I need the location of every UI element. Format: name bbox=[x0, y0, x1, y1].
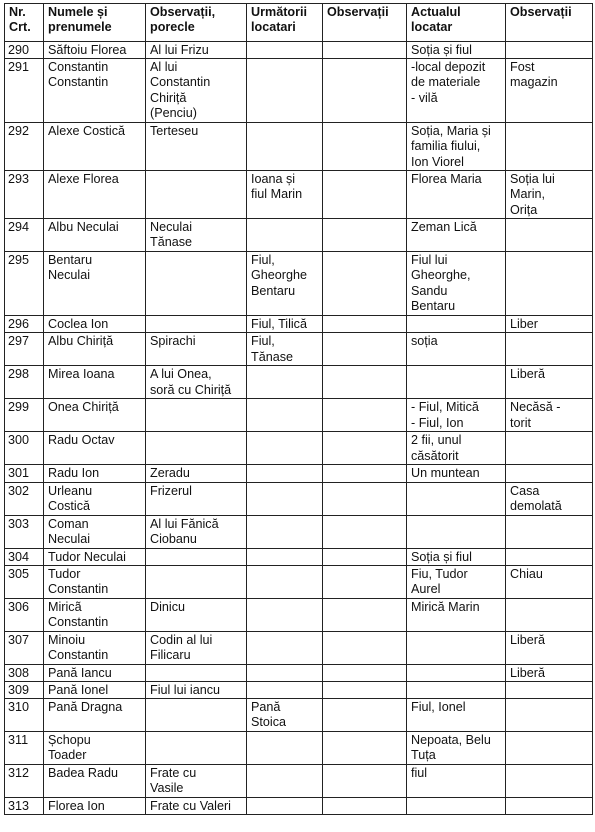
cell-notes-final bbox=[506, 42, 593, 59]
cell-nr: 309 bbox=[5, 682, 44, 699]
table-row bbox=[5, 59, 593, 123]
cell-notes bbox=[323, 42, 407, 59]
cell-nr: 304 bbox=[5, 548, 44, 565]
cell-next-tenants bbox=[247, 598, 323, 631]
cell-next-tenants bbox=[247, 515, 323, 548]
cell-next-tenants bbox=[247, 631, 323, 664]
cell-notes bbox=[323, 765, 407, 798]
cell-notes-nickname: Neculai Tănase bbox=[146, 219, 247, 252]
cell-name: Badea Radu bbox=[44, 765, 146, 798]
table-row bbox=[5, 515, 593, 548]
cell-current-tenant: Mirică Marin bbox=[407, 598, 506, 631]
cell-next-tenants: Ioana și fiul Marin bbox=[247, 171, 323, 219]
cell-current-tenant: 2 fii, unul căsătorit bbox=[407, 432, 506, 465]
cell-notes-nickname bbox=[146, 548, 247, 565]
table-row bbox=[5, 682, 593, 699]
cell-notes-nickname bbox=[146, 432, 247, 465]
cell-nr: 305 bbox=[5, 565, 44, 598]
cell-notes-nickname bbox=[146, 399, 247, 432]
register-table bbox=[4, 3, 593, 815]
cell-notes-nickname: Al lui Frizu bbox=[146, 42, 247, 59]
cell-nr: 290 bbox=[5, 42, 44, 59]
cell-next-tenants: Pană Stoica bbox=[247, 699, 323, 732]
cell-nr: 313 bbox=[5, 798, 44, 815]
cell-notes-final: Liberă bbox=[506, 631, 593, 664]
cell-nr: 306 bbox=[5, 598, 44, 631]
cell-current-tenant: Nepoata, Belu Tuța bbox=[407, 732, 506, 765]
cell-notes bbox=[323, 59, 407, 123]
table-row bbox=[5, 252, 593, 316]
cell-notes bbox=[323, 732, 407, 765]
cell-next-tenants bbox=[247, 219, 323, 252]
cell-name: Șchopu Toader bbox=[44, 732, 146, 765]
cell-name: Coman Neculai bbox=[44, 515, 146, 548]
cell-next-tenants bbox=[247, 366, 323, 399]
cell-nr: 295 bbox=[5, 252, 44, 316]
cell-notes-nickname: Frizerul bbox=[146, 482, 247, 515]
cell-name: Radu Ion bbox=[44, 465, 146, 482]
header-notes-nickname: Observații, porecle bbox=[146, 4, 247, 42]
cell-current-tenant bbox=[407, 515, 506, 548]
cell-name: Tudor Neculai bbox=[44, 548, 146, 565]
cell-current-tenant: fiul bbox=[407, 765, 506, 798]
cell-current-tenant bbox=[407, 316, 506, 333]
cell-notes-nickname bbox=[146, 565, 247, 598]
cell-notes bbox=[323, 548, 407, 565]
cell-notes-nickname: Dinicu bbox=[146, 598, 247, 631]
cell-current-tenant: Fiul lui Gheorghe, Sandu Bentaru bbox=[407, 252, 506, 316]
table-row bbox=[5, 664, 593, 681]
cell-notes bbox=[323, 482, 407, 515]
cell-notes-final bbox=[506, 333, 593, 366]
cell-notes-nickname bbox=[146, 699, 247, 732]
header-row bbox=[5, 4, 593, 42]
cell-name: Mirea Ioana bbox=[44, 366, 146, 399]
cell-notes-final bbox=[506, 515, 593, 548]
cell-notes bbox=[323, 631, 407, 664]
cell-current-tenant bbox=[407, 366, 506, 399]
cell-notes-final bbox=[506, 123, 593, 171]
table-row bbox=[5, 219, 593, 252]
cell-name: Albu Chiriță bbox=[44, 333, 146, 366]
cell-notes-nickname bbox=[146, 664, 247, 681]
cell-notes bbox=[323, 316, 407, 333]
table-row bbox=[5, 631, 593, 664]
cell-notes-final: Necăsă - torit bbox=[506, 399, 593, 432]
table-row bbox=[5, 399, 593, 432]
header-notes: Observații bbox=[323, 4, 407, 42]
cell-nr: 296 bbox=[5, 316, 44, 333]
cell-nr: 312 bbox=[5, 765, 44, 798]
cell-notes-nickname: Terteseu bbox=[146, 123, 247, 171]
cell-nr: 307 bbox=[5, 631, 44, 664]
cell-nr: 297 bbox=[5, 333, 44, 366]
cell-notes-final: Liberă bbox=[506, 664, 593, 681]
cell-nr: 308 bbox=[5, 664, 44, 681]
cell-name: Pană Iancu bbox=[44, 664, 146, 681]
cell-notes-final bbox=[506, 598, 593, 631]
cell-name: Urleanu Costică bbox=[44, 482, 146, 515]
cell-name: Albu Neculai bbox=[44, 219, 146, 252]
table-row bbox=[5, 798, 593, 815]
cell-nr: 298 bbox=[5, 366, 44, 399]
table-row bbox=[5, 598, 593, 631]
cell-current-tenant: Soția, Maria și familia fiului, Ion Viorel bbox=[407, 123, 506, 171]
cell-notes bbox=[323, 682, 407, 699]
cell-notes-final: Chiau bbox=[506, 565, 593, 598]
cell-nr: 292 bbox=[5, 123, 44, 171]
cell-next-tenants bbox=[247, 59, 323, 123]
table-row bbox=[5, 732, 593, 765]
table-body bbox=[5, 42, 593, 815]
cell-next-tenants bbox=[247, 765, 323, 798]
cell-current-tenant: -local depozit de materiale - vilă bbox=[407, 59, 506, 123]
cell-nr: 303 bbox=[5, 515, 44, 548]
cell-notes-nickname bbox=[146, 316, 247, 333]
cell-name: Miricã Constantin bbox=[44, 598, 146, 631]
header-nr: Nr. Crt. bbox=[5, 4, 44, 42]
cell-next-tenants bbox=[247, 664, 323, 681]
cell-notes bbox=[323, 399, 407, 432]
cell-nr: 301 bbox=[5, 465, 44, 482]
cell-notes bbox=[323, 333, 407, 366]
cell-notes-final bbox=[506, 219, 593, 252]
cell-notes-nickname: A lui Onea, soră cu Chiriță bbox=[146, 366, 247, 399]
cell-nr: 291 bbox=[5, 59, 44, 123]
cell-notes-final bbox=[506, 432, 593, 465]
cell-name: Alexe Costică bbox=[44, 123, 146, 171]
cell-notes-final bbox=[506, 699, 593, 732]
cell-nr: 302 bbox=[5, 482, 44, 515]
table-row bbox=[5, 316, 593, 333]
cell-notes bbox=[323, 798, 407, 815]
cell-notes-final: Soția lui Marin, Orița bbox=[506, 171, 593, 219]
cell-next-tenants bbox=[247, 123, 323, 171]
table-row bbox=[5, 482, 593, 515]
cell-notes-final bbox=[506, 732, 593, 765]
cell-next-tenants: Fiul, Tănase bbox=[247, 333, 323, 366]
cell-nr: 299 bbox=[5, 399, 44, 432]
cell-name: Minoiu Constantin bbox=[44, 631, 146, 664]
cell-nr: 294 bbox=[5, 219, 44, 252]
cell-current-tenant: soția bbox=[407, 333, 506, 366]
cell-name: Tudor Constantin bbox=[44, 565, 146, 598]
table-row bbox=[5, 366, 593, 399]
cell-notes-final bbox=[506, 252, 593, 316]
cell-next-tenants bbox=[247, 465, 323, 482]
table-row bbox=[5, 123, 593, 171]
cell-next-tenants bbox=[247, 399, 323, 432]
cell-notes-nickname: Zeradu bbox=[146, 465, 247, 482]
table-row bbox=[5, 432, 593, 465]
cell-notes-nickname: Spirachi bbox=[146, 333, 247, 366]
cell-nr: 310 bbox=[5, 699, 44, 732]
cell-name: Constantin Constantin bbox=[44, 59, 146, 123]
cell-name: Săftoiu Florea bbox=[44, 42, 146, 59]
cell-name: Pană Ionel bbox=[44, 682, 146, 699]
cell-current-tenant: Fiul, Ionel bbox=[407, 699, 506, 732]
cell-next-tenants bbox=[247, 432, 323, 465]
cell-next-tenants bbox=[247, 482, 323, 515]
cell-current-tenant: Un muntean bbox=[407, 465, 506, 482]
table-row bbox=[5, 699, 593, 732]
cell-nr: 311 bbox=[5, 732, 44, 765]
cell-name: Bentaru Neculai bbox=[44, 252, 146, 316]
table-header bbox=[5, 4, 593, 42]
cell-current-tenant: Fiu, Tudor Aurel bbox=[407, 565, 506, 598]
cell-name: Alexe Florea bbox=[44, 171, 146, 219]
cell-notes-nickname: Fiul lui iancu bbox=[146, 682, 247, 699]
cell-notes-nickname bbox=[146, 171, 247, 219]
cell-current-tenant bbox=[407, 631, 506, 664]
cell-notes-nickname bbox=[146, 252, 247, 316]
header-next-tenants: Următorii locatari bbox=[247, 4, 323, 42]
cell-next-tenants: Fiul, Gheorghe Bentaru bbox=[247, 252, 323, 316]
cell-notes bbox=[323, 219, 407, 252]
cell-notes-final bbox=[506, 682, 593, 699]
cell-current-tenant: Florea Maria bbox=[407, 171, 506, 219]
cell-notes-nickname: Al lui Constantin Chiriță (Penciu) bbox=[146, 59, 247, 123]
cell-name: Radu Octav bbox=[44, 432, 146, 465]
cell-notes-nickname: Al lui Fănică Ciobanu bbox=[146, 515, 247, 548]
cell-name: Pană Dragna bbox=[44, 699, 146, 732]
cell-next-tenants bbox=[247, 732, 323, 765]
cell-name: Onea Chiriță bbox=[44, 399, 146, 432]
cell-notes bbox=[323, 432, 407, 465]
cell-notes-final bbox=[506, 798, 593, 815]
cell-notes bbox=[323, 565, 407, 598]
cell-notes bbox=[323, 465, 407, 482]
header-name: Numele și prenumele bbox=[44, 4, 146, 42]
table-row bbox=[5, 333, 593, 366]
cell-next-tenants bbox=[247, 42, 323, 59]
cell-name: Coclea Ion bbox=[44, 316, 146, 333]
cell-notes bbox=[323, 171, 407, 219]
cell-notes-nickname bbox=[146, 732, 247, 765]
cell-notes-nickname: Frate cu Vasile bbox=[146, 765, 247, 798]
cell-current-tenant bbox=[407, 682, 506, 699]
cell-current-tenant bbox=[407, 482, 506, 515]
cell-next-tenants bbox=[247, 565, 323, 598]
cell-current-tenant: - Fiul, Mitică - Fiul, Ion bbox=[407, 399, 506, 432]
cell-notes bbox=[323, 699, 407, 732]
cell-current-tenant: Soția și fiul bbox=[407, 42, 506, 59]
cell-notes bbox=[323, 252, 407, 316]
header-notes-final: Observații bbox=[506, 4, 593, 42]
cell-name: Florea Ion bbox=[44, 798, 146, 815]
cell-notes bbox=[323, 664, 407, 681]
cell-notes-final: Casa demolată bbox=[506, 482, 593, 515]
table-row bbox=[5, 42, 593, 59]
cell-notes-final bbox=[506, 548, 593, 565]
cell-notes-final: Liberă bbox=[506, 366, 593, 399]
cell-notes-final bbox=[506, 765, 593, 798]
cell-next-tenants bbox=[247, 548, 323, 565]
cell-next-tenants bbox=[247, 798, 323, 815]
cell-notes bbox=[323, 515, 407, 548]
cell-notes-final bbox=[506, 465, 593, 482]
header-current-tenant: Actualul locatar bbox=[407, 4, 506, 42]
cell-notes bbox=[323, 366, 407, 399]
cell-notes-nickname: Frate cu Valeri bbox=[146, 798, 247, 815]
cell-current-tenant bbox=[407, 664, 506, 681]
cell-notes bbox=[323, 123, 407, 171]
table-row bbox=[5, 171, 593, 219]
cell-notes-final: Liber bbox=[506, 316, 593, 333]
cell-notes-final: Fost magazin bbox=[506, 59, 593, 123]
cell-nr: 300 bbox=[5, 432, 44, 465]
table-row bbox=[5, 548, 593, 565]
cell-next-tenants: Fiul, Tilică bbox=[247, 316, 323, 333]
cell-notes bbox=[323, 598, 407, 631]
cell-current-tenant: Zeman Lică bbox=[407, 219, 506, 252]
cell-notes-nickname: Codin al lui Filicaru bbox=[146, 631, 247, 664]
cell-next-tenants bbox=[247, 682, 323, 699]
table-row bbox=[5, 465, 593, 482]
cell-current-tenant bbox=[407, 798, 506, 815]
table-row bbox=[5, 565, 593, 598]
table-row bbox=[5, 765, 593, 798]
cell-current-tenant: Soția și fiul bbox=[407, 548, 506, 565]
cell-nr: 293 bbox=[5, 171, 44, 219]
